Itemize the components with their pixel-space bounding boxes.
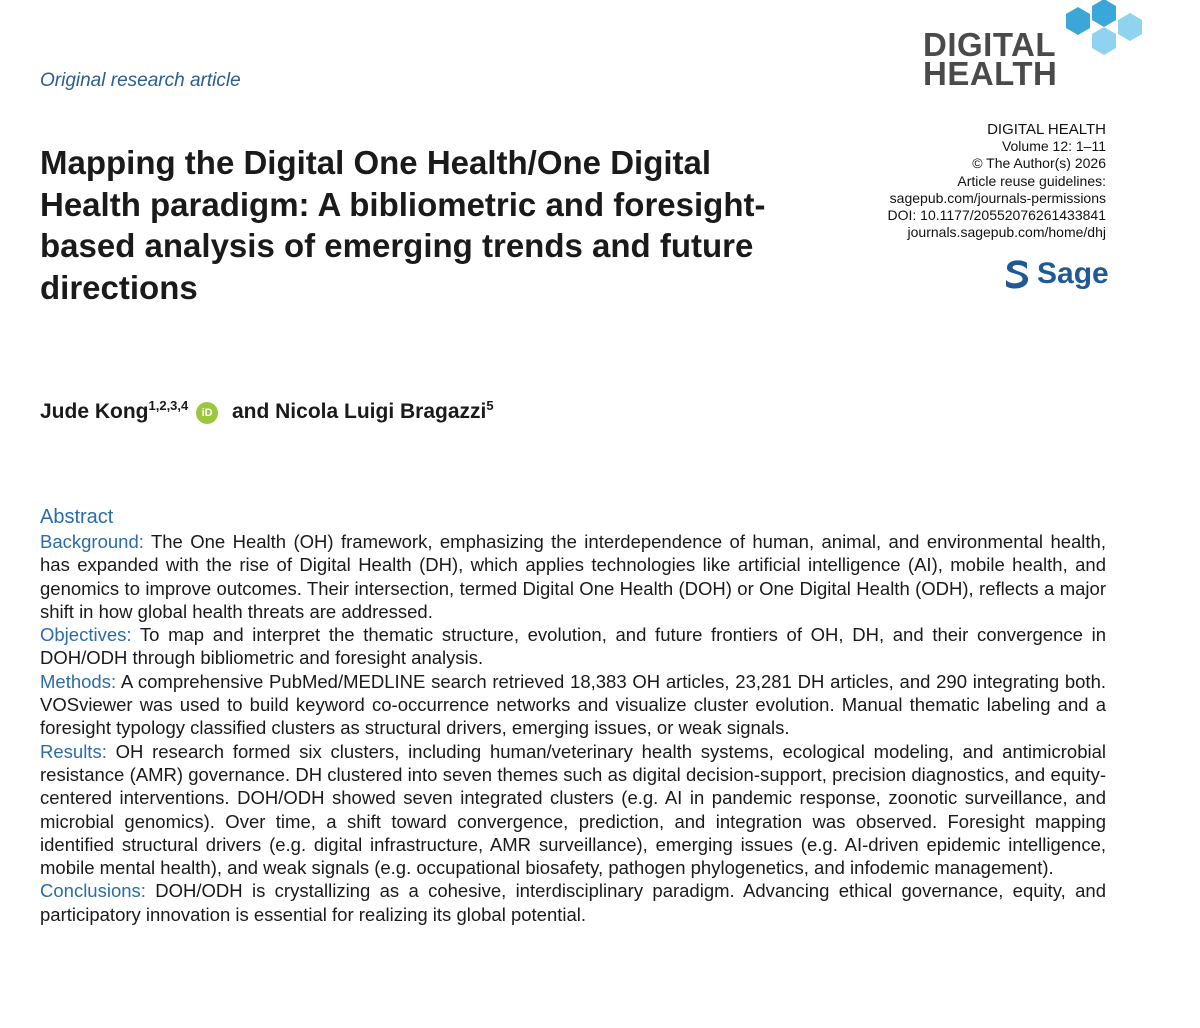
logo-line-2: HEALTH bbox=[923, 55, 1058, 92]
section-text: OH research formed six clusters, including human/veterinary health systems, ecological modeling, and antimicrobial resistance (AMR) governance. DH clustered into seven themes such as digital decision-support, precision diagnostics, and equity-centered interventions. DOH/ODH showed seven integrated clusters (e.g. AI in pandemic response, zoonotic surveillance, and microbial genomics). Over time, a shift toward convergence, prediction, and integration was observed. Foresight mapping identified structural drivers (e.g. digital infrastructure, AMR surveillance), emerging issues (e.g. AI-driven epidemic intelligence, mobile mental health), and weak signals (e.g. occupational biosafety, pathogen phylogenetics, and infodemic management). bbox=[40, 740, 1107, 879]
author-list bbox=[40, 398, 494, 424]
author-affiliation: 1,2,3,4 bbox=[148, 398, 189, 413]
author-conjunction: and bbox=[231, 400, 270, 423]
section-label: Conclusions: bbox=[40, 880, 146, 902]
meta-copyright: © The Author(s) 2026 bbox=[972, 155, 1106, 172]
abstract-section bbox=[40, 530, 1106, 623]
author-name: Jude Kong bbox=[40, 400, 149, 423]
meta-journal: DIGITAL HEALTH bbox=[987, 121, 1106, 138]
hexagon-logo-icon bbox=[1042, 0, 1146, 62]
meta-journal-link[interactable]: journals.sagepub.com/home/dhj bbox=[907, 224, 1106, 241]
section-label: Results: bbox=[40, 740, 107, 762]
abstract-section bbox=[40, 670, 1106, 740]
orcid-icon[interactable]: iD bbox=[196, 402, 218, 424]
abstract-section bbox=[40, 879, 1106, 926]
article-title: Mapping the Digital One Health/One Digital Health paradigm: A bibliometric and foresight-based analysis of emerging trends and future directions bbox=[40, 144, 766, 306]
abstract-section bbox=[40, 623, 1106, 670]
section-text: DOH/ODH is crystallizing as a cohesive, interdisciplinary paradigm. Advancing ethical governance, equity, and participatory innovation is essential for realizing its global potential. bbox=[40, 880, 1107, 925]
article-type: Original research article bbox=[40, 70, 241, 91]
section-label: Objectives: bbox=[40, 624, 132, 646]
sage-s-icon bbox=[1003, 258, 1031, 290]
author-name: Nicola Luigi Bragazzi bbox=[275, 400, 487, 423]
journal-logo bbox=[920, 0, 1150, 95]
meta-volume: Volume 12: 1–11 bbox=[1001, 138, 1106, 155]
abstract-section bbox=[40, 740, 1106, 880]
section-label: Background: bbox=[40, 531, 144, 552]
meta-doi[interactable]: DOI: 10.1177/20552076261433841 bbox=[887, 207, 1106, 224]
publisher-name: Sage bbox=[1037, 257, 1109, 290]
section-text: To map and interpret the thematic structure, evolution, and future frontiers of OH, DH, and their convergence in DOH/ODH through bibliometric and foresight analysis. bbox=[40, 624, 1106, 669]
logo-line-1: DIGITAL bbox=[923, 26, 1057, 63]
section-label: Methods: bbox=[40, 670, 117, 692]
meta-reuse-link[interactable]: sagepub.com/journals-permissions bbox=[889, 189, 1106, 206]
abstract bbox=[40, 505, 1106, 926]
author-affiliation: 5 bbox=[486, 398, 494, 413]
section-text: The One Health (OH) framework, emphasizing the interdependence of human, animal, and environmental health, has expanded with the rise of Digital Health (DH), which applies technologies like artificial intelligence (AI), mobile health, and genomics to improve outcomes. Their intersection, termed Digital One Health (DOH) or One Digital Health (ODH), reflects a major shift in how global health threats are addressed. bbox=[40, 531, 1106, 622]
meta-reuse-label: Article reuse guidelines: bbox=[957, 172, 1106, 189]
section-text: A comprehensive PubMed/MEDLINE search retrieved 18,383 OH articles, 23,281 DH articles, and 290 integrating both. VOSviewer was used to build keyword co-occurrence networks and visualize cluster evolution. Manual thematic labeling and a foresight typology classified clusters as structural drivers, emerging issues, or weak signals. bbox=[40, 670, 1107, 739]
abstract-heading: Abstract bbox=[40, 506, 114, 528]
